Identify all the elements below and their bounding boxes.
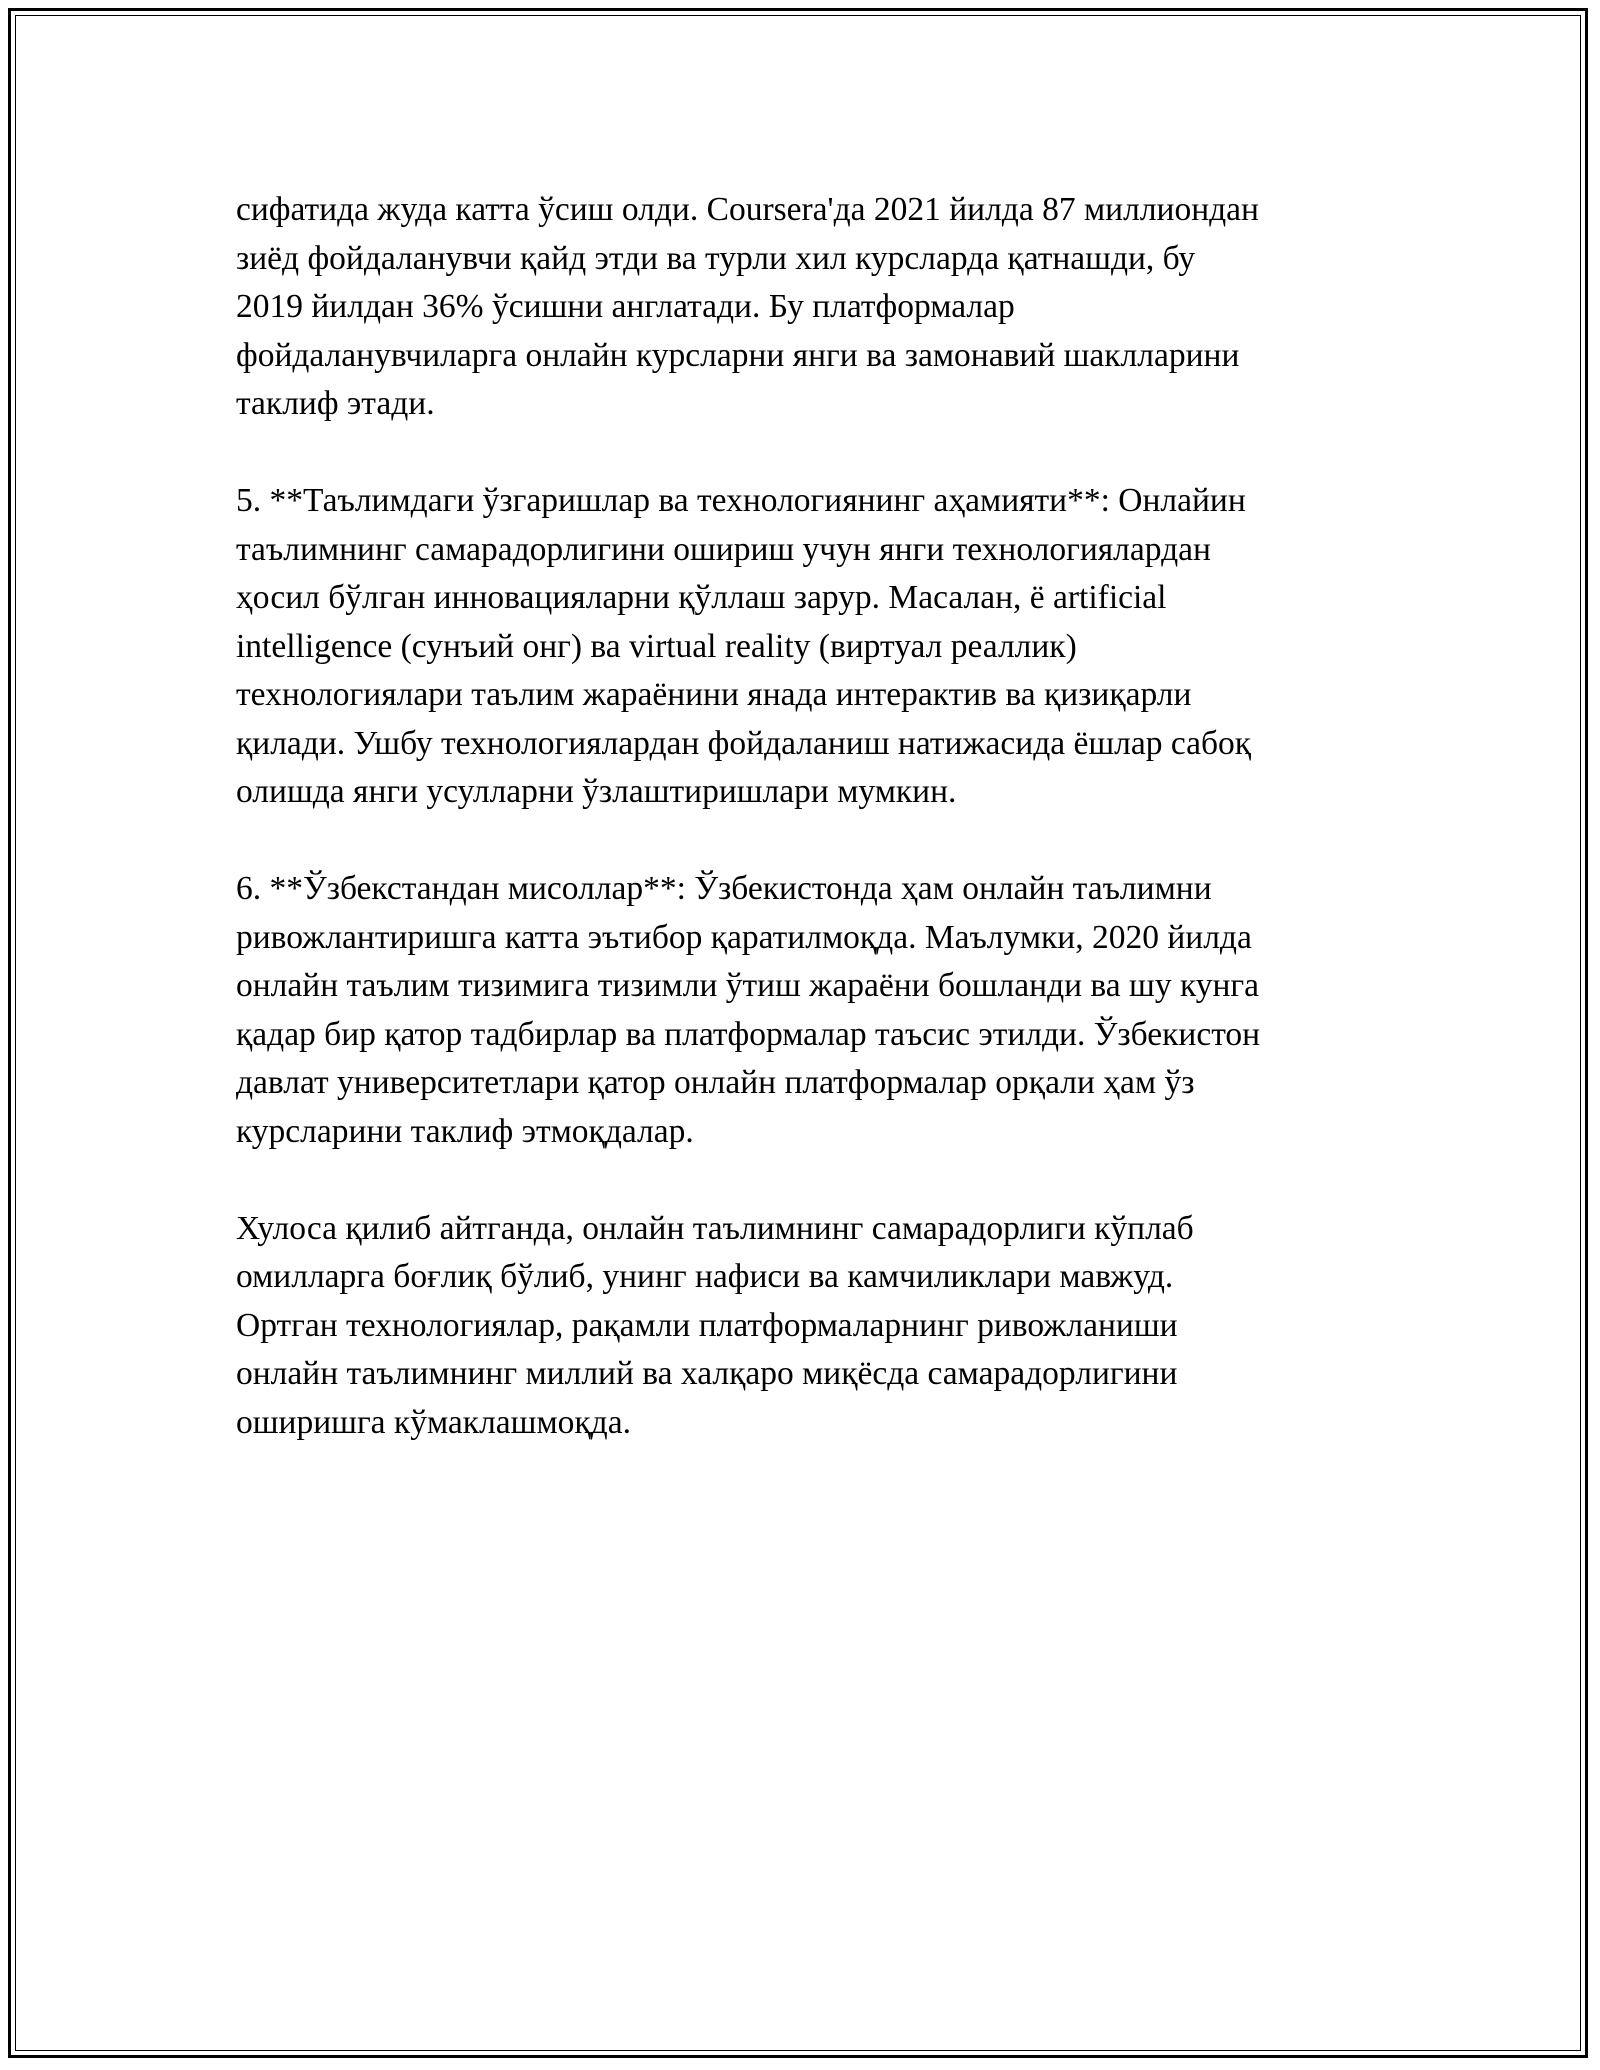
paragraph-education-technology: 5. **Таълимдаги ўзгаришлар ва технологиянинг аҳамияти**: Онлайин таълимнинг самарадорлигини ошириш учун янги технологиялардан ҳосил бўлган инновацияларни қўллаш зарур. Масалан, ё artificial intelligence (сунъий онг) ва virtual reality (виртуал реаллик) технологиялари таълим жараёнини янада интерактив ва қизиқарли қилади. Ушбу технологиялардан фойдаланиш натижасида ёшлар сабоқ олишда янги усулларни ўзлаштиришлари мумкин.	[236, 482, 1252, 810]
paragraph-coursera-growth: сифатида жуда катта ўсиш олди. Coursera'да 2021 йилда 87 миллиондан зиёд фойдаланувчи қайд этди ва турли хил курсларда қатнашди, бу 2019 йилдан 36% ўсишни англатади. Бу платформалар фойдаланувчиларга онлайн курсларни янги ва замонавий шаклларини таклиф этади.	[236, 191, 1259, 422]
paragraph-conclusion: Хулоса қилиб айтганда, онлайн таълимнинг самарадорлиги кўплаб омилларга боғлиқ бўлиб, унинг нафиси ва камчиликлари мавжуд. Ортган технологиялар, рақамли платформаларнинг ривожланиши онлайн таълимнинг миллий ва халқаро миқёсда самарадорлигини оширишга кўмаклашмоқда.	[236, 1209, 1194, 1441]
document-body	[236, 186, 1386, 1496]
paragraph-uzbekistan-examples: 6. **Ўзбекстандан мисоллар**: Ўзбекистонда ҳам онлайн таълимни ривожлантиришга катта эътибор қаратилмоқда. Маълумки, 2020 йилда онлайн таълим тизимига тизимли ўтиш жараёни бошланди ва шу кунга қадар бир қатор тадбирлар ва платформалар таъсис этилди. Ўзбекистон давлат университетлари қатор онлайн платформалар орқали ҳам ўз курсларини таклиф этмоқдалар.	[236, 870, 1261, 1150]
